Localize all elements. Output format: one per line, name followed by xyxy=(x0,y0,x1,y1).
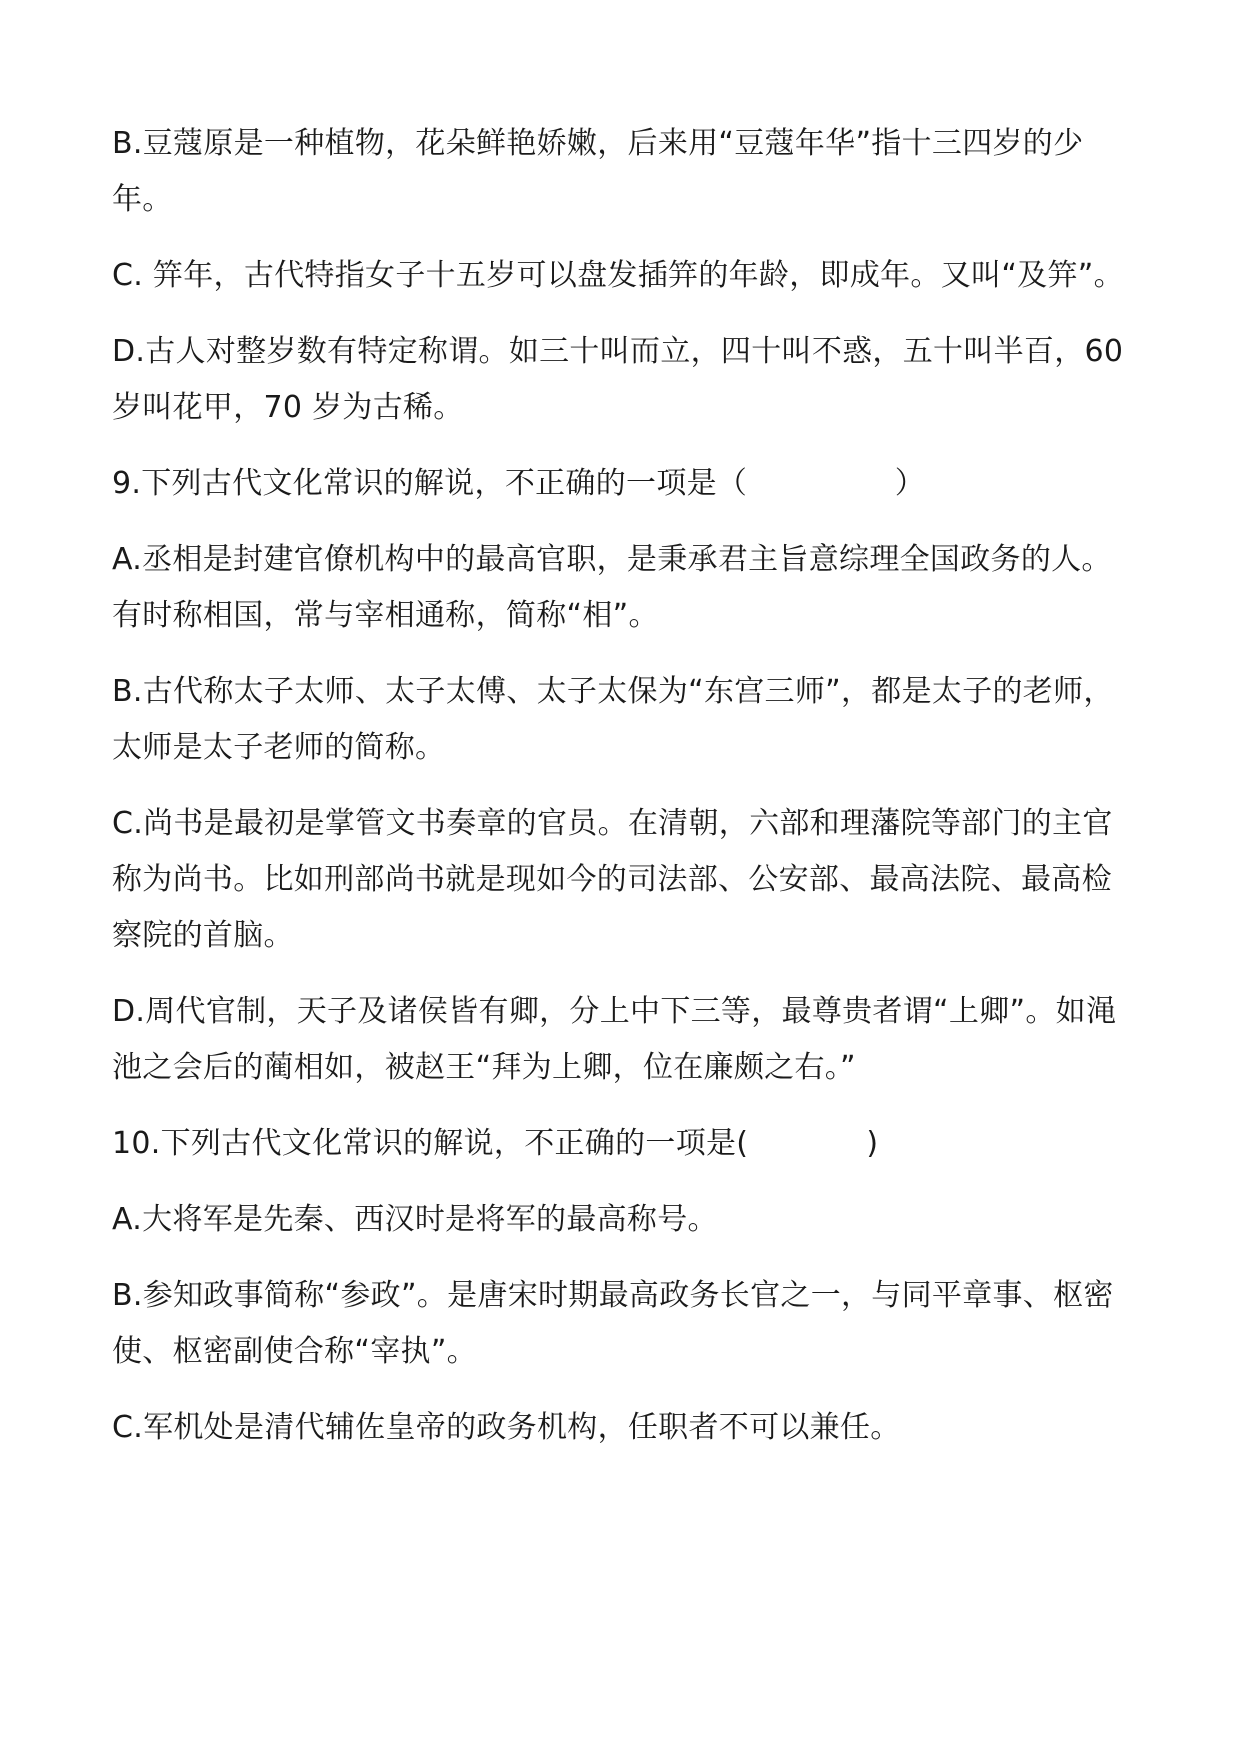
document-body xyxy=(112,116,1132,1476)
q10-option-a: A.大将军是先秦、西汉时是将军的最高称号。 xyxy=(112,1202,718,1237)
option-b-doukou: B.豆蔻原是一种植物，花朵鲜艳娇嫩，后来用“豆蔻年华”指十三四岁的少年。 xyxy=(112,126,1084,217)
q10-option-c: C.军机处是清代辅佐皇帝的政务机构，任职者不可以兼任。 xyxy=(112,1410,901,1445)
question-10: 10.下列古代文化常识的解说，不正确的一项是( ) xyxy=(112,1126,879,1161)
q9-option-b: B.古代称太子太师、太子太傅、太子太保为“东宫三师”，都是太子的老师，太师是太子老师的简称。 xyxy=(112,674,1114,765)
q9-option-d: D.周代官制，天子及诸侯皆有卿，分上中下三等，最尊贵者谓“上卿”。如渑池之会后的蔺相如，被赵王“拜为上卿，位在廉颇之右。” xyxy=(112,994,1117,1085)
q10-option-b: B.参知政事简称“参政”。是唐宋时期最高政务长官之一，与同平章事、枢密使、枢密副使合称“宰执”。 xyxy=(112,1278,1114,1369)
option-c-jinian: C. 笄年，古代特指女子十五岁可以盘发插笄的年龄，即成年。又叫“及笄”。 xyxy=(112,258,1124,293)
question-9: 9.下列古代文化常识的解说，不正确的一项是（ ） xyxy=(112,466,926,501)
q9-option-c: C.尚书是最初是掌管文书奏章的官员。在清朝，六部和理藩院等部门的主官称为尚书。比如刑部尚书就是现如今的司法部、公安部、最高法院、最高检察院的首脑。 xyxy=(112,806,1113,953)
option-d-age-names: D.古人对整岁数有特定称谓。如三十叫而立，四十叫不惑，五十叫半百，60 岁叫花甲，70 岁为古稀。 xyxy=(112,334,1124,425)
q9-option-a: A.丞相是封建官僚机构中的最高官职，是秉承君主旨意综理全国政务的人。有时称相国，常与宰相通称，简称“相”。 xyxy=(112,542,1112,633)
